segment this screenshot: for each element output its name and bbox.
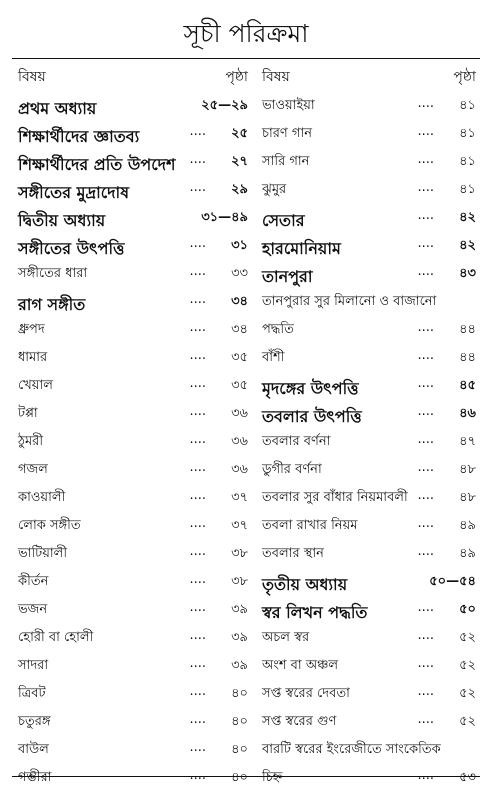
toc-entry [18, 233, 248, 261]
page-number: ২৫—২৯ [201, 98, 248, 113]
entry-label: সঙ্গীতের উৎপত্তি [18, 239, 125, 258]
toc-entry [262, 345, 476, 373]
leader-dots: .... [189, 124, 206, 139]
toc-entry [18, 317, 248, 345]
leader-dots: .... [417, 152, 434, 167]
toc-entry [262, 233, 476, 261]
toc-entry [262, 149, 476, 177]
toc-entry [18, 485, 248, 513]
page-number: ৩৯ [231, 630, 248, 645]
page-title: সূচী পরিক্রমা [183, 19, 309, 48]
subject-header: বিষয় [262, 69, 290, 85]
toc-entry [18, 429, 248, 457]
toc-entry [18, 177, 248, 205]
leader-dots: .... [417, 320, 434, 335]
leader-dots: .... [417, 712, 434, 727]
entry-label: চিহ্ন [262, 770, 283, 785]
page-number: ৫২ [459, 630, 476, 645]
entry-label: ভাওয়াইয়া [262, 98, 315, 113]
toc-entry [262, 289, 476, 317]
toc-entry [262, 737, 476, 765]
entry-label: ঠুমরী [18, 434, 44, 449]
leader-dots: .... [189, 432, 206, 447]
leader-dots: .... [189, 712, 206, 727]
page-number: ৪০ [231, 686, 248, 701]
entry-label: স্বর লিখন পদ্ধতি [262, 603, 368, 622]
page-number: ৪০ [231, 770, 248, 785]
leader-dots: .... [189, 488, 206, 503]
leader-dots: .... [189, 320, 206, 335]
toc-entry [262, 653, 476, 681]
entry-label: সঙ্গীতের মুদ্রাদোষ [18, 183, 130, 202]
entry-label: তানপুরার সুর মিলানো ও বাজানো [262, 294, 437, 309]
toc-entry [18, 653, 248, 681]
leader-dots: .... [417, 460, 434, 475]
entry-label: তবলার বর্ণনা [262, 434, 331, 449]
toc-entry [18, 373, 248, 401]
entry-label: দ্বিতীয় অধ্যায় [18, 211, 106, 230]
entry-label: তবলার স্থান [262, 546, 324, 561]
toc-entry [18, 597, 248, 625]
page-number: ৫৩ [459, 770, 476, 785]
entry-label: অচল স্বর [262, 630, 310, 645]
page-number: ৩৭ [231, 490, 248, 505]
leader-dots: .... [189, 656, 206, 671]
toc-entry [262, 485, 476, 513]
entry-label: লোক সঙ্গীত [18, 518, 81, 533]
entry-label: গজল [18, 462, 48, 477]
toc-right-column [262, 65, 476, 793]
entry-label: ধ্রুপদ [18, 322, 45, 337]
leader-dots: .... [417, 488, 434, 503]
entry-label: খেয়াল [18, 378, 53, 393]
page-number: ৪০ [231, 742, 248, 757]
toc-entry [262, 709, 476, 737]
leader-dots: .... [417, 180, 434, 195]
toc-entry [262, 93, 476, 121]
entry-label: তবলা রাখার নিয়ম [262, 518, 358, 533]
page-number: ২৯ [231, 182, 248, 197]
toc-entry [18, 205, 248, 233]
page-number: ২৫ [231, 126, 248, 141]
toc-entry [262, 401, 476, 429]
subject-header: বিষয় [18, 69, 46, 85]
leader-dots: .... [417, 236, 434, 251]
page-number: ৪৯ [459, 546, 476, 561]
entry-label: ডুগীর বর্ণনা [262, 462, 322, 477]
toc-entry [18, 765, 248, 793]
leader-dots: .... [189, 460, 206, 475]
leader-dots: .... [189, 152, 206, 167]
toc-entry [18, 513, 248, 541]
leader-dots: .... [189, 600, 206, 615]
leader-dots: .... [417, 656, 434, 671]
page-header: পৃষ্ঠা [225, 69, 248, 85]
entry-label: সাদরা [18, 658, 49, 673]
toc-entry [18, 569, 248, 597]
page-number: ৪৬ [459, 406, 476, 421]
toc-entry [262, 513, 476, 541]
page-number: ৪৫ [459, 378, 476, 393]
entry-label: তানপুরা [262, 267, 313, 286]
page-number: ৫০—৫৪ [429, 574, 476, 589]
toc-entry [18, 345, 248, 373]
entry-label: টপ্পা [18, 406, 38, 421]
toc-entry [18, 149, 248, 177]
leader-dots: .... [417, 208, 434, 223]
leader-dots: .... [417, 768, 434, 783]
toc-entry [262, 261, 476, 289]
entry-label: ঝুমুর [262, 182, 287, 197]
page-number: ২৭ [231, 154, 248, 169]
leader-dots: .... [417, 684, 434, 699]
page-number: ৩৬ [231, 406, 248, 421]
page-header: পৃষ্ঠা [453, 69, 476, 85]
toc-entry [18, 261, 248, 289]
page-number: ৪২ [459, 238, 476, 253]
entry-label: গম্ভীরা [18, 770, 52, 785]
page-number: ৪৯ [459, 518, 476, 533]
toc-entry [18, 541, 248, 569]
page-number: ৪২ [459, 210, 476, 225]
page-number: ৪১ [459, 182, 476, 197]
toc-left-column [18, 65, 248, 793]
toc-entry [262, 681, 476, 709]
entry-label: তবলার সুর বাঁধার নিয়মাবলী [262, 490, 408, 505]
toc-entry [262, 205, 476, 233]
leader-dots: .... [189, 236, 206, 251]
toc-entry [18, 121, 248, 149]
page-number: ৪১ [459, 126, 476, 141]
page-number: ৪৪ [459, 322, 476, 337]
toc-entry [18, 401, 248, 429]
leader-dots: .... [417, 600, 434, 615]
entry-label: চারণ গান [262, 126, 312, 141]
entry-label: সপ্ত স্বরের দেবতা [262, 686, 350, 701]
page-number: ৫২ [459, 714, 476, 729]
leader-dots: .... [417, 544, 434, 559]
leader-dots: .... [417, 348, 434, 363]
leader-dots: .... [417, 264, 434, 279]
leader-dots: .... [417, 124, 434, 139]
entry-label: সেতার [262, 211, 305, 230]
page-number: ৪১ [459, 98, 476, 113]
entry-label: অংশ বা অঞ্চল [262, 658, 339, 673]
leader-dots: .... [417, 404, 434, 419]
page-number: ৪৮ [459, 490, 476, 505]
page-number: ৫২ [459, 658, 476, 673]
entry-label: ধামার [18, 350, 48, 365]
leader-dots: .... [417, 516, 434, 531]
page-number: ৩৫ [231, 350, 248, 365]
toc-entry [18, 737, 248, 765]
entry-label: বারটি স্বরের ইংরেজীতে সাংকেতিক [262, 742, 441, 757]
entry-label: চতুরঙ্গ [18, 714, 51, 729]
entry-label: কাওয়ালী [18, 490, 66, 505]
leader-dots: .... [189, 348, 206, 363]
leader-dots: .... [189, 292, 206, 307]
toc-entry [262, 541, 476, 569]
page-number: ৪৭ [459, 434, 476, 449]
entry-label: কীর্তন [18, 574, 49, 589]
bottom-rule [12, 776, 480, 777]
entry-label: সারি গান [262, 154, 310, 169]
entry-label: ভজন [18, 602, 48, 617]
entry-label: তৃতীয় অধ্যায় [262, 575, 348, 594]
entry-label: প্রথম অধ্যায় [18, 99, 97, 118]
toc-entry [18, 681, 248, 709]
leader-dots: .... [189, 628, 206, 643]
leader-dots: .... [417, 96, 434, 111]
leader-dots: .... [189, 404, 206, 419]
page-number: ৩৯ [231, 658, 248, 673]
page-number: ৩৮ [231, 574, 248, 589]
toc-entry [262, 597, 476, 625]
page-number: ৩৪ [231, 322, 248, 337]
page-number: ৩৬ [231, 434, 248, 449]
toc-entry [18, 625, 248, 653]
page-number: ৪১ [459, 154, 476, 169]
page-number: ৩১—৪৯ [201, 210, 248, 225]
entry-label: সঙ্গীতের ধারা [18, 266, 88, 281]
toc-entry [262, 121, 476, 149]
leader-dots: .... [189, 544, 206, 559]
leader-dots: .... [189, 180, 206, 195]
entry-label: হারমোনিয়াম [262, 239, 341, 258]
column-header [18, 65, 248, 93]
toc-entry [18, 709, 248, 737]
page-number: ৩৯ [231, 602, 248, 617]
column-header [262, 65, 476, 93]
entry-label: তবলার উৎপত্তি [262, 407, 362, 426]
page-number: ৩৮ [231, 546, 248, 561]
leader-dots: .... [189, 684, 206, 699]
page-number: ৪৩ [459, 266, 476, 281]
leader-dots: .... [417, 432, 434, 447]
entry-label: রাগ সঙ্গীত [18, 295, 86, 314]
top-rule [12, 58, 480, 59]
page-number: ৩৩ [231, 266, 248, 281]
toc-entry [18, 93, 248, 121]
leader-dots: .... [189, 572, 206, 587]
leader-dots: .... [417, 376, 434, 391]
entry-label: শিক্ষার্থীদের জ্ঞাতব্য [18, 127, 140, 146]
toc-entry [262, 765, 476, 793]
entry-label: ভাটিয়ালী [18, 546, 68, 561]
entry-label: ত্রিবট [18, 686, 46, 701]
toc-entry [262, 177, 476, 205]
toc-entry [262, 457, 476, 485]
page-number: ৩৭ [231, 518, 248, 533]
leader-dots: .... [189, 768, 206, 783]
page-number: ৫০ [459, 602, 476, 617]
page-number: ৪৮ [459, 462, 476, 477]
leader-dots: .... [189, 376, 206, 391]
page-number: ৫২ [459, 686, 476, 701]
entry-label: মৃদঙ্গের উৎপত্তি [262, 379, 359, 398]
entry-label: বাঁশী [262, 350, 285, 365]
entry-label: বাউল [18, 742, 49, 757]
page-number: ৪০ [231, 714, 248, 729]
page-number: ৩১ [231, 238, 248, 253]
toc-entry [262, 625, 476, 653]
toc-entry [18, 289, 248, 317]
toc-entry [262, 373, 476, 401]
toc-entry [262, 429, 476, 457]
entry-label: হোরী বা হোলী [18, 630, 94, 645]
page-number: ৩৬ [231, 462, 248, 477]
entry-label: শিক্ষার্থীদের প্রতি উপদেশ [18, 155, 176, 174]
toc-entry [18, 457, 248, 485]
leader-dots: .... [189, 740, 206, 755]
toc-entry [262, 317, 476, 345]
leader-dots: .... [189, 516, 206, 531]
entry-label: সপ্ত স্বরের গুণ [262, 714, 337, 729]
page-number: ৩৫ [231, 378, 248, 393]
entry-label: পদ্ধতি [262, 322, 294, 337]
page-number: ৪৪ [459, 350, 476, 365]
leader-dots: .... [189, 264, 206, 279]
page-number: ৩৪ [231, 294, 248, 309]
toc-entry [262, 569, 476, 597]
leader-dots: .... [417, 628, 434, 643]
